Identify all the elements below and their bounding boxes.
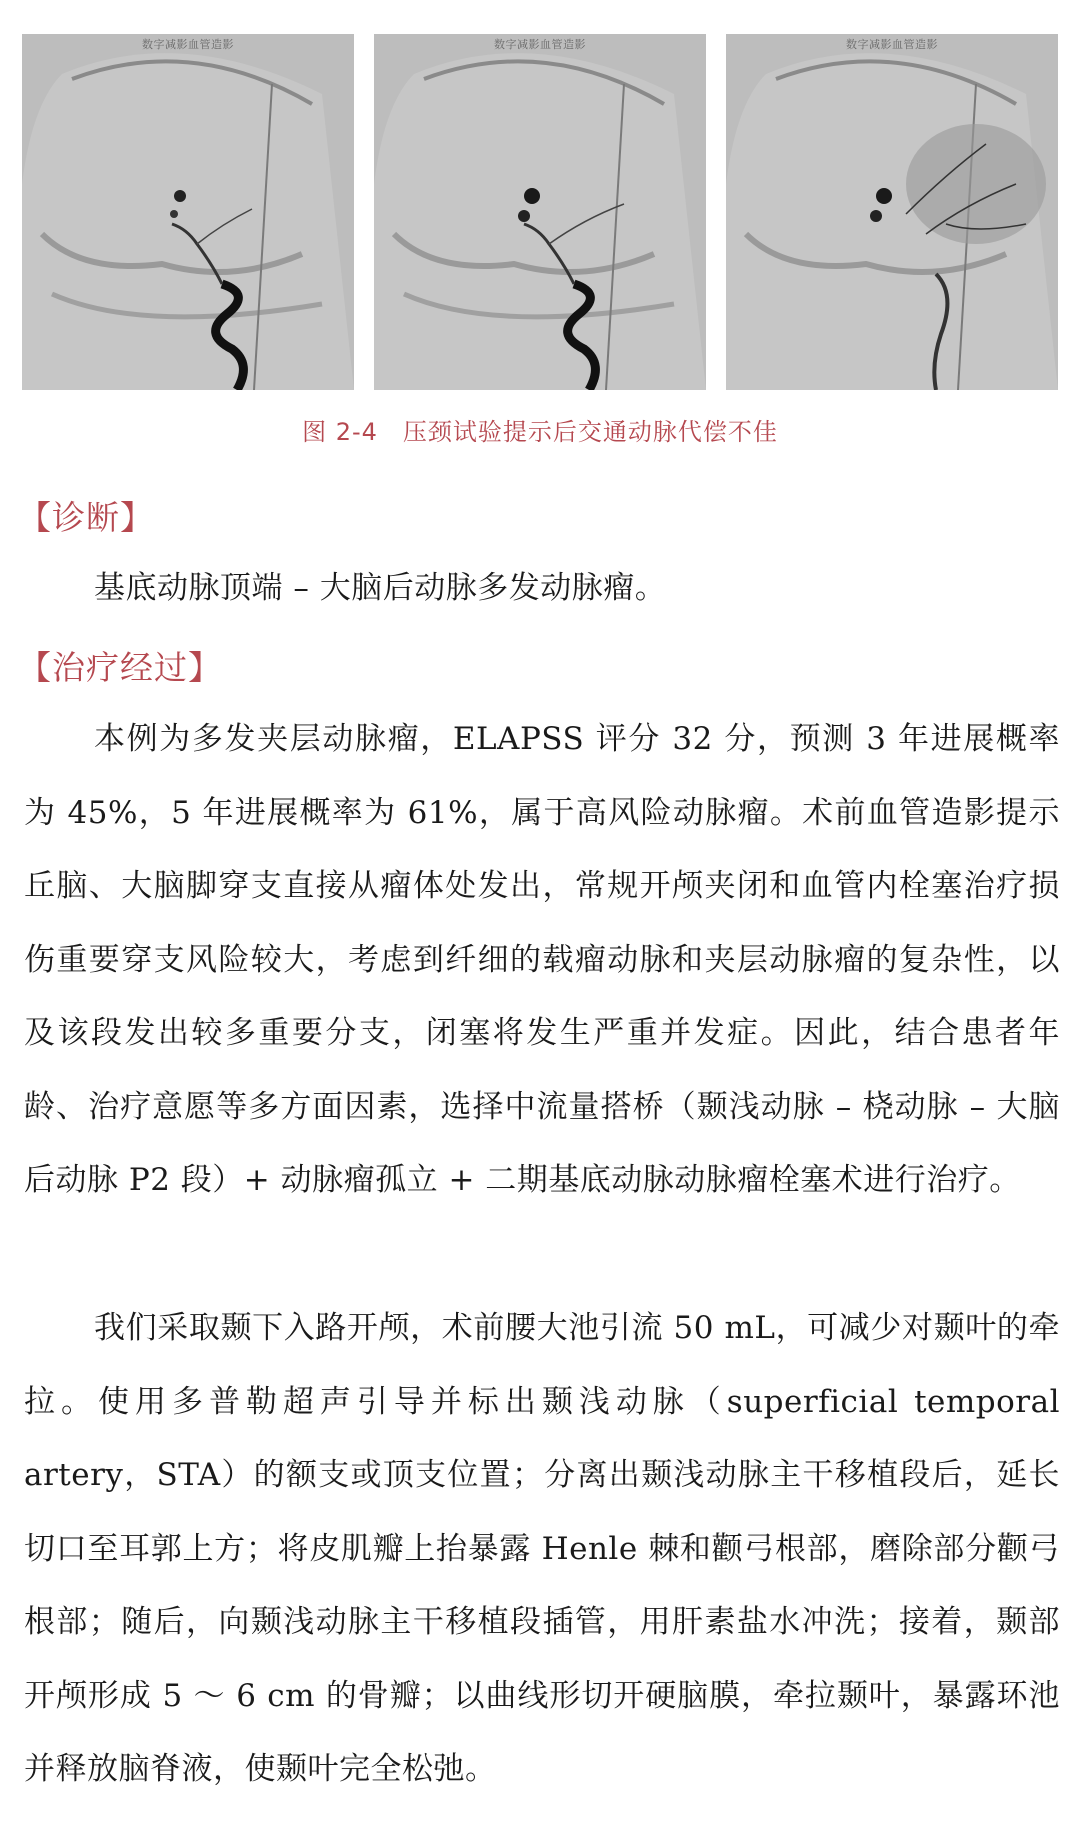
treatment-paragraph-2 [24,1292,1060,1807]
angiography-figure [22,34,1058,390]
treatment-heading: 【治疗经过】 [18,648,222,687]
diagnosis-paragraph [24,552,1060,626]
angiogram-image-1 [22,34,354,390]
figure-caption: 图 2-4 压颈试验提示后交通动脉代偿不佳 [302,418,778,446]
angiogram-panel-1 [22,34,354,390]
angiogram-panel-3 [726,34,1058,390]
angiogram-header-2: 数字减影血管造影 [494,38,586,51]
diagnosis-heading: 【诊断】 [18,498,154,537]
angiogram-image-3 [726,34,1058,390]
treatment-text-2: 我们采取颞下入路开颅，术前腰大池引流 50 mL，可减少对颞叶的牵拉。使用多普勒超声引导并标出颞浅动脉（superficial temporal artery，STA）的额支或顶支位置；分离出颞浅动脉主干移植段后，延长切口至耳郭上方；将皮肌瓣上抬暴露 Henle 棘和颧弓根部，磨除部分颧弓根部；随后，向颞浅动脉主干移植段插管，用肝素盐水冲洗；接着，颞部开颅形成 5 ～ 6 cm 的骨瓣；以曲线形切开硬脑膜，牵拉颞叶，暴露环池并释放脑脊液，使颞叶完全松弛。 [24,1310,1060,1787]
treatment-paragraph-1 [24,703,1060,1218]
angiogram-header-3: 数字减影血管造影 [846,38,938,51]
diagnosis-text: 基底动脉顶端 – 大脑后动脉多发动脉瘤。 [94,570,667,606]
angiogram-image-2 [374,34,706,390]
angiogram-header-1: 数字减影血管造影 [142,38,234,51]
angiogram-panel-2 [374,34,706,390]
treatment-text-1: 本例为多发夹层动脉瘤，ELAPSS 评分 32 分，预测 3 年进展概率为 45%，5 年进展概率为 61%，属于高风险动脉瘤。术前血管造影提示丘脑、大脑脚穿支直接从瘤体处发出，常规开颅夹闭和血管内栓塞治疗损伤重要穿支风险较大，考虑到纤细的载瘤动脉和夹层动脉瘤的复杂性，以及该段发出较多重要分支，闭塞将发生严重并发症。因此，结合患者年龄、治疗意愿等多方面因素，选择中流量搭桥（颞浅动脉 – 桡动脉 – 大脑后动脉 P2 段）+ 动脉瘤孤立 + 二期基底动脉动脉瘤栓塞术进行治疗。 [24,721,1060,1198]
